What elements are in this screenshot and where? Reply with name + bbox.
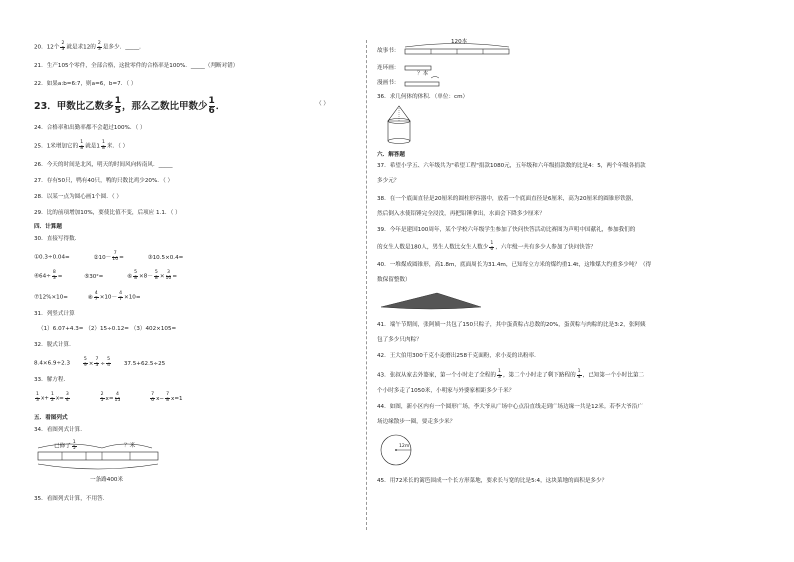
coal-pile-figure	[379, 291, 483, 311]
fraction: $\frac{1}{8}$	[80, 140, 84, 151]
question-37-line-1: 37．希望小学五、六年级共为"希望工程"捐款1080元，五年级和六年级捐款数的比是4：5，两个年级各捐款	[377, 163, 646, 169]
q20-text-b: 就是求12的	[66, 44, 96, 51]
page-divider	[366, 40, 367, 530]
question-39-line-1: 39．今年是建国100周年，某个学校六年级学生参加了快问快答活动比赛图为声明中国献礼，参加我们的	[377, 227, 636, 233]
section-6-heading: 六．解答题	[377, 152, 405, 158]
fraction: $\frac{7}{10}$	[112, 251, 119, 262]
question-41-line-1: 41．端午节期间，张阿姨一共包了150只粽子，其中蛋黄粽占总数的20%，蛋黄粽与肉粽的比是3:2，张阿姨	[377, 322, 646, 328]
question-30: 30．直接写得数．	[34, 236, 81, 242]
question-21: 21．生产105个零件，全部合格，这批零件的合格率是100%．_____（判断对错）	[34, 63, 239, 69]
calc-row-2: ④64÷ $\frac{8}{3}$ = ⑤30²= ⑥ $\frac{5}{8}$ ×8－ $\frac{5}{8}$ × $\frac{3}{10}$ =	[34, 270, 178, 281]
question-41-line-2: 包了多少只肉粽？	[377, 337, 422, 343]
question-39-line-2: 的女生人数是180人，男生人数比女生人数少 $\frac{1}{6}$ ，六年级一共有多少人参加了快问快答？	[377, 241, 597, 252]
q33-items: $\frac{1}{3}$ x+ $\frac{1}{2}$ x= $\frac{3}{4}$ $\frac{2}{5}$ x= $\frac{4}{15}$ $\frac{7}{6}$ x− $\frac{7}{8}$ x=1	[36, 392, 183, 403]
question-43-line-2: 个小时多走了1050米，小明家与外婆家相距多少千米？	[377, 388, 515, 394]
road-used-label: 已修了 $\frac{1}{5}$	[54, 440, 76, 451]
question-38-line-1: 38．在一个底面直径是20厘米的圆柱形容器中，放着一个底面直径是6厘米，高为20厘米的圆锥形铁器，	[377, 196, 637, 202]
question-44-line-2: 场边缘散步一圈，要走多少米？	[377, 419, 456, 425]
q20-text-c: 是多少．_____．	[102, 44, 145, 51]
question-35: 35．看图列式计算，不用答.	[34, 496, 105, 502]
section-4-heading: 四．计算题	[34, 224, 62, 230]
question-28: 28．以某一点为圆心画1个圆．（ ）	[34, 194, 122, 200]
story-book-label: 故事书：	[377, 48, 400, 54]
question-37-line-2: 多少元？	[377, 178, 400, 184]
question-20	[34, 42, 145, 52]
question-42: 42．王大伯用300千克小麦磨出258千克面粉，求小麦的出粉率．	[377, 353, 540, 359]
question-26: 26．今天的时间是北风，明天的时间风向转南风．_____	[34, 162, 173, 168]
question-24: 24．合格率和出勤率都不会超过100%．（ ）	[34, 125, 146, 131]
question-31: 31．列竖式计算	[34, 311, 75, 317]
question-43-line-1: 43．张叔从家去外婆家，第一个小时走了全程的 $\frac{1}{3}$ ，第二个小时走了剩下路程的 $\frac{1}{4}$ ，已知第一个小时比第二	[377, 369, 645, 380]
question-36: 36．求几何体的体积．（单位：cm）	[377, 94, 469, 100]
cartoon-book-label: 漫画书：	[377, 80, 400, 86]
road-unknown-label: ？米	[124, 443, 136, 449]
books-total-label: 120本	[451, 39, 468, 45]
circle-radius-label: 12m	[399, 444, 410, 449]
question-40-line-2: 数保留整数）	[377, 277, 411, 283]
question-29: 29．比的前项增加10%，要使比值不变，后项应 1.1．（ ）	[34, 210, 181, 216]
fraction: $\frac{2}{3}$	[61, 41, 65, 52]
calc-row-1: ①0.3÷0.04= ②10－ $\frac{7}{10}$ = ③10.5×0.4=	[34, 251, 184, 262]
q31-items: （1）6.07+4.3= （2）15÷0.12= （3）402×105=	[38, 326, 177, 332]
question-23: 23．甲数比乙数多 $\frac{1}{5}$，那么乙数比甲数少 $\frac{1}{6}$． （ ）	[34, 96, 329, 116]
question-40-line-1: 40．一堆煤成圆锥形，高1.8m，底面周长为31.4m，已知每立方米的煤约重1.4t，这堆煤大约重多少吨？（得	[377, 262, 652, 268]
fraction: $\frac{2}{3}$	[97, 41, 101, 52]
question-44-line-1: 44．如图，新小区内有一个圆形广场，李大爷从广场中心点沿直线走到广场边缘一共是12米。若李大爷沿广	[377, 404, 643, 410]
circle-plaza-figure	[379, 433, 415, 469]
comic-book-label: 连环画：	[377, 65, 400, 71]
fraction: $\frac{1}{6}$	[208, 96, 215, 116]
fraction: $\frac{1}{8}$	[101, 140, 105, 151]
question-34: 34．看图列式计算．	[34, 427, 86, 433]
q20-text-a: 20．12个	[34, 44, 60, 51]
road-total-label: 一条路400米	[90, 477, 124, 483]
question-38-line-2: 然后倒入水使铅锤完全浸没，再把铅锤拿出，水面会下降多少厘米？	[377, 211, 545, 217]
books-diagram	[377, 38, 517, 88]
cone-cylinder-figure	[385, 104, 415, 148]
question-45: 45．用72米长的篱笆围成一个长方形菜地，要求长与宽的比是5:4，这块菜地的面积是多少？	[377, 478, 608, 484]
books-diff-label: ？本	[417, 71, 429, 77]
section-5-heading: 五．看图列式	[34, 415, 68, 421]
question-22: 22．如果a:b=6:7，则a=6，b=7．（ ）	[34, 81, 137, 87]
question-32: 32．脱式计算．	[34, 342, 75, 348]
q32-items: 8.4×6.9÷2.3 $\frac{5}{9}$ × $\frac{7}{3}$ ÷ $\frac{5}{4}$ 37.5+62.5÷25	[34, 357, 166, 368]
question-25: 25．1米增加它的 $\frac{1}{8}$ 就是1 $\frac{1}{8}$ 米．（ ）	[34, 140, 129, 151]
question-27: 27．存有50只，鸭有40只，鸭的只数比鸡少20%．（ ）	[34, 178, 174, 184]
question-33: 33．解方程．	[34, 377, 70, 383]
fraction: $\frac{1}{5}$	[114, 96, 121, 116]
calc-row-3: ⑦12%×10= ⑧ $\frac{4}{7}$ ×10－ $\frac{4}{7}$ ×10=	[34, 291, 141, 302]
